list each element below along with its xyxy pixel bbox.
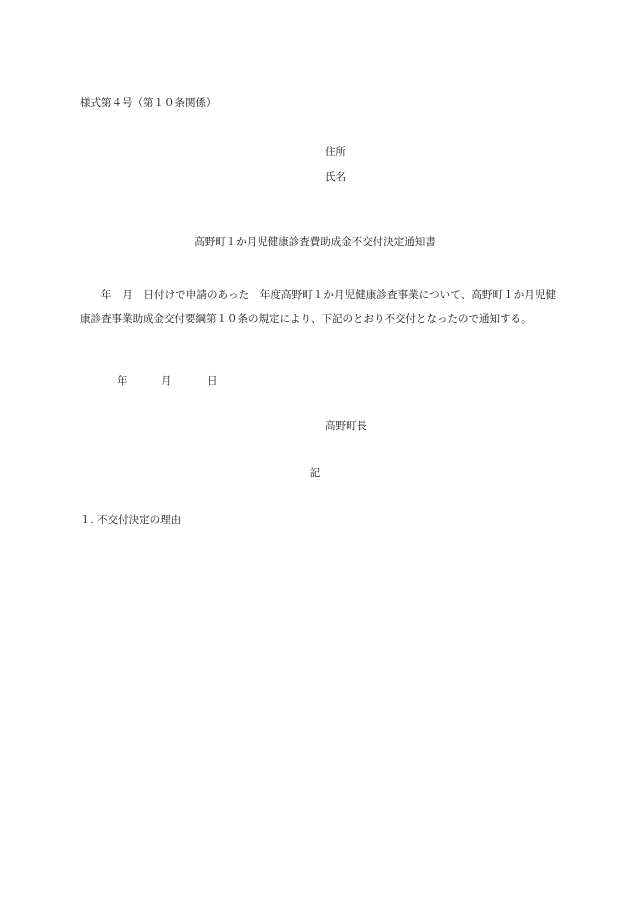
name-label: 氏名	[325, 171, 346, 183]
issuer-name: 高野町長	[325, 420, 367, 432]
address-label: 住所	[325, 146, 346, 158]
body-paragraph: 年 月 日付けで申請のあった 年度高野町１か月児健康診査事業について、高野町１か月児健康診査事業助成金交付要綱第１０条の規定により、下記のとおり不交付となったので通知する。	[80, 289, 556, 325]
date-year-label: 年	[117, 375, 128, 387]
date-month-label: 月	[161, 375, 172, 387]
document-title: 高野町１か月児健康診査費助成金不交付決定通知書	[194, 236, 436, 248]
form-number: 様式第４号（第１０条関係）	[80, 97, 217, 109]
date-day-label: 日	[207, 375, 218, 387]
list-item: １. 不交付決定の理由	[80, 514, 182, 526]
notes-heading: 記	[309, 467, 321, 479]
